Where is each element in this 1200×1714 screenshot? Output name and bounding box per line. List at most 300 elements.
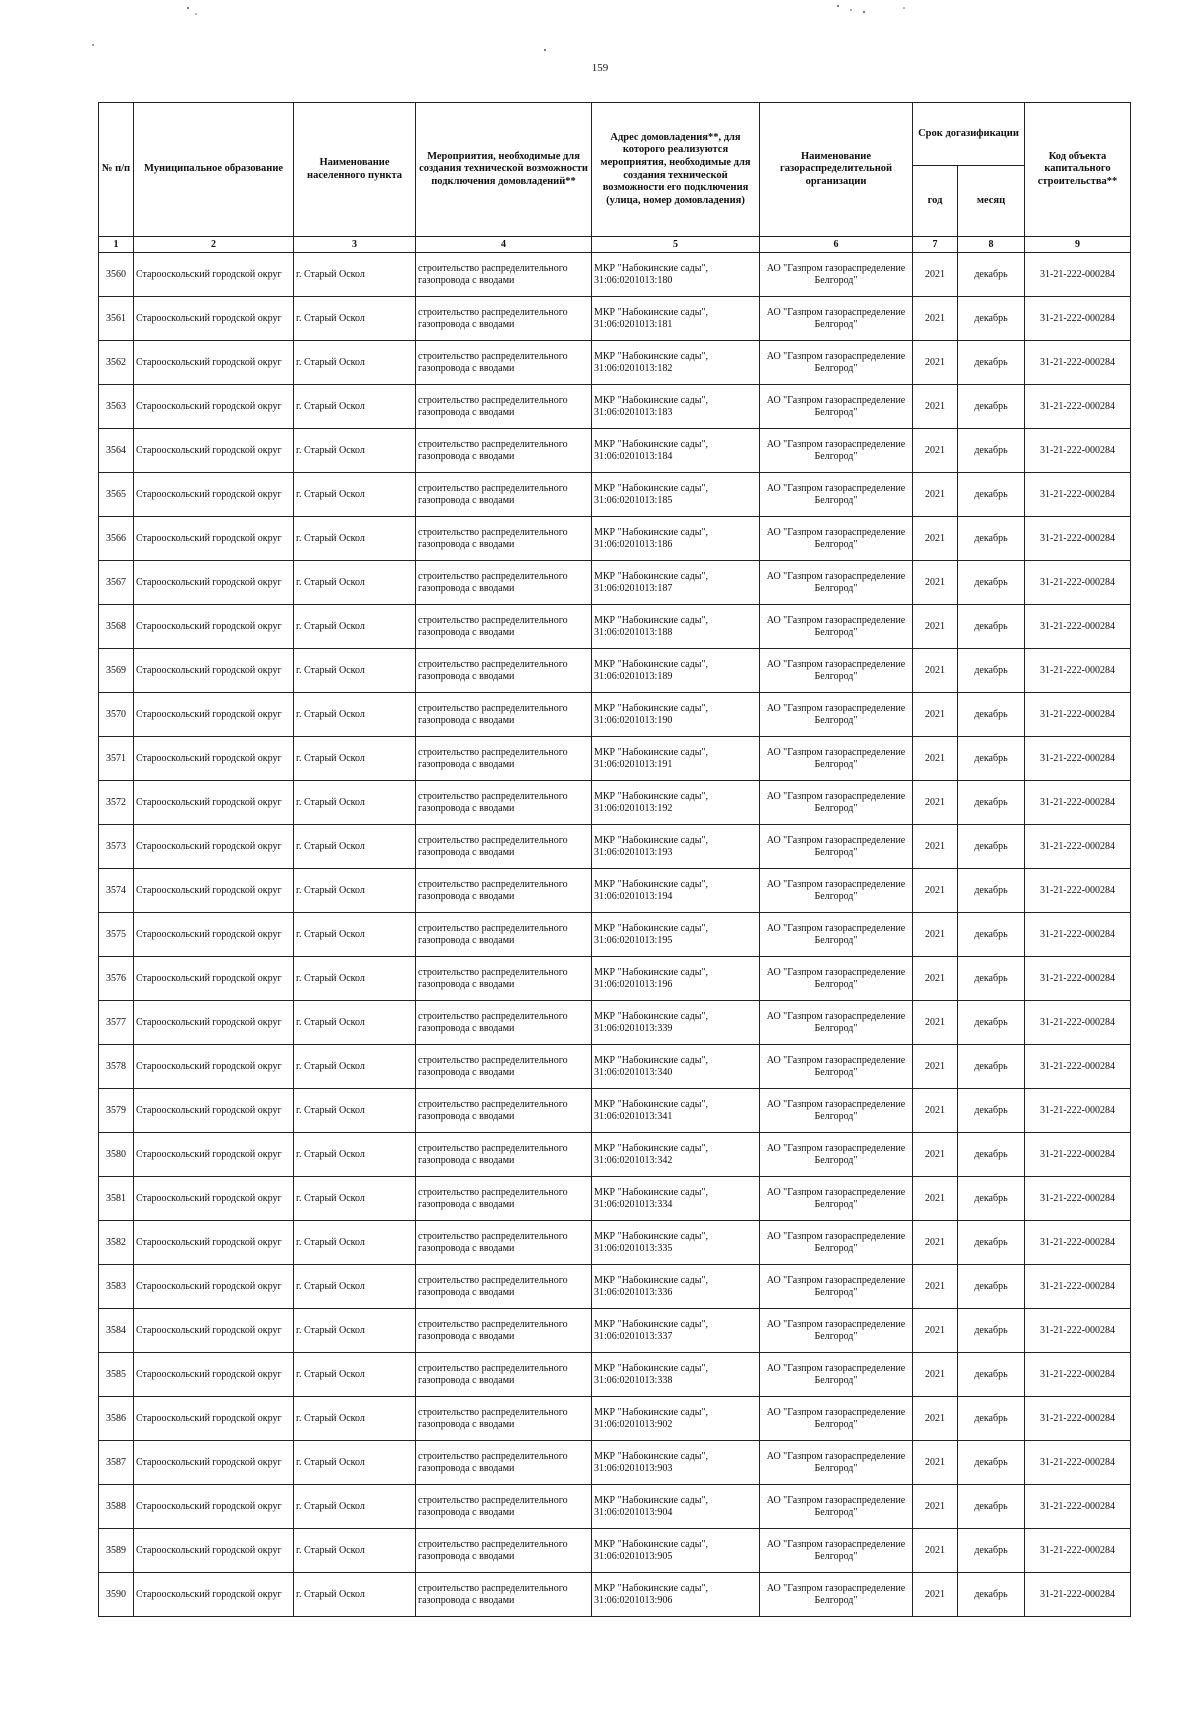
municipality-cell: Старооскольский городской округ (134, 781, 294, 825)
year-cell: 2021 (913, 825, 958, 869)
organization-cell: АО "Газпром газораспределение Белгород" (760, 429, 913, 473)
municipality-cell: Старооскольский городской округ (134, 1485, 294, 1529)
row-number: 3576 (99, 957, 134, 1001)
organization-cell: АО "Газпром газораспределение Белгород" (760, 1001, 913, 1045)
month-cell: декабрь (958, 869, 1025, 913)
month-cell: декабрь (958, 1441, 1025, 1485)
code-cell: 31-21-222-000284 (1025, 1353, 1131, 1397)
settlement-cell: г. Старый Оскол (294, 1133, 416, 1177)
organization-cell: АО "Газпром газораспределение Белгород" (760, 1045, 913, 1089)
municipality-cell: Старооскольский городской округ (134, 385, 294, 429)
month-cell: декабрь (958, 1089, 1025, 1133)
organization-cell: АО "Газпром газораспределение Белгород" (760, 605, 913, 649)
month-cell: декабрь (958, 781, 1025, 825)
year-cell: 2021 (913, 913, 958, 957)
year-cell: 2021 (913, 1397, 958, 1441)
month-cell: декабрь (958, 957, 1025, 1001)
column-number: 8 (958, 237, 1025, 253)
row-number: 3569 (99, 649, 134, 693)
address-cell: МКР "Набокинские сады", 31:06:0201013:342 (592, 1133, 760, 1177)
activity-cell: строительство распределительного газопровода с вводами (416, 1441, 592, 1485)
address-cell: МКР "Набокинские сады", 31:06:0201013:903 (592, 1441, 760, 1485)
organization-cell: АО "Газпром газораспределение Белгород" (760, 1485, 913, 1529)
municipality-cell: Старооскольский городской округ (134, 1529, 294, 1573)
activity-cell: строительство распределительного газопровода с вводами (416, 913, 592, 957)
address-cell: МКР "Набокинские сады", 31:06:0201013:905 (592, 1529, 760, 1573)
month-cell: декабрь (958, 1485, 1025, 1529)
code-cell: 31-21-222-000284 (1025, 1177, 1131, 1221)
month-cell: декабрь (958, 561, 1025, 605)
settlement-cell: г. Старый Оскол (294, 1045, 416, 1089)
activity-cell: строительство распределительного газопровода с вводами (416, 1573, 592, 1617)
gasification-table (98, 102, 1131, 1617)
organization-cell: АО "Газпром газораспределение Белгород" (760, 1441, 913, 1485)
month-cell: декабрь (958, 253, 1025, 297)
month-cell: декабрь (958, 605, 1025, 649)
address-cell: МКР "Набокинские сады", 31:06:0201013:904 (592, 1485, 760, 1529)
address-cell: МКР "Набокинские сады", 31:06:0201013:184 (592, 429, 760, 473)
row-number: 3589 (99, 1529, 134, 1573)
code-cell: 31-21-222-000284 (1025, 341, 1131, 385)
month-cell: декабрь (958, 1353, 1025, 1397)
table-row (99, 1485, 1131, 1529)
month-cell: декабрь (958, 825, 1025, 869)
activity-cell: строительство распределительного газопровода с вводами (416, 297, 592, 341)
address-cell: МКР "Набокинские сады", 31:06:0201013:336 (592, 1265, 760, 1309)
code-cell: 31-21-222-000284 (1025, 429, 1131, 473)
table-row (99, 1397, 1131, 1441)
activity-cell: строительство распределительного газопровода с вводами (416, 1133, 592, 1177)
code-cell: 31-21-222-000284 (1025, 1001, 1131, 1045)
table-row (99, 693, 1131, 737)
table-row (99, 1573, 1131, 1617)
code-cell: 31-21-222-000284 (1025, 737, 1131, 781)
settlement-cell: г. Старый Оскол (294, 1529, 416, 1573)
row-number: 3566 (99, 517, 134, 561)
row-number: 3580 (99, 1133, 134, 1177)
column-number: 1 (99, 237, 134, 253)
column-number: 6 (760, 237, 913, 253)
code-cell: 31-21-222-000284 (1025, 693, 1131, 737)
activity-cell: строительство распределительного газопровода с вводами (416, 1353, 592, 1397)
code-cell: 31-21-222-000284 (1025, 781, 1131, 825)
column-number: 4 (416, 237, 592, 253)
settlement-cell: г. Старый Оскол (294, 517, 416, 561)
address-cell: МКР "Набокинские сады", 31:06:0201013:187 (592, 561, 760, 605)
code-cell: 31-21-222-000284 (1025, 1309, 1131, 1353)
organization-cell: АО "Газпром газораспределение Белгород" (760, 1529, 913, 1573)
settlement-cell: г. Старый Оскол (294, 341, 416, 385)
row-number: 3574 (99, 869, 134, 913)
table-row (99, 1133, 1131, 1177)
code-cell: 31-21-222-000284 (1025, 1573, 1131, 1617)
organization-cell: АО "Газпром газораспределение Белгород" (760, 1133, 913, 1177)
municipality-cell: Старооскольский городской округ (134, 1001, 294, 1045)
year-cell: 2021 (913, 1001, 958, 1045)
municipality-cell: Старооскольский городской округ (134, 825, 294, 869)
year-cell: 2021 (913, 869, 958, 913)
settlement-cell: г. Старый Оскол (294, 957, 416, 1001)
municipality-cell: Старооскольский городской округ (134, 737, 294, 781)
activity-cell: строительство распределительного газопровода с вводами (416, 385, 592, 429)
month-cell: декабрь (958, 737, 1025, 781)
activity-cell: строительство распределительного газопровода с вводами (416, 737, 592, 781)
code-cell: 31-21-222-000284 (1025, 1441, 1131, 1485)
year-cell: 2021 (913, 957, 958, 1001)
activity-cell: строительство распределительного газопровода с вводами (416, 1309, 592, 1353)
table-row (99, 605, 1131, 649)
municipality-cell: Старооскольский городской округ (134, 429, 294, 473)
column-number: 2 (134, 237, 294, 253)
activity-cell: строительство распределительного газопровода с вводами (416, 957, 592, 1001)
municipality-cell: Старооскольский городской округ (134, 473, 294, 517)
year-cell: 2021 (913, 297, 958, 341)
settlement-cell: г. Старый Оскол (294, 913, 416, 957)
header-month: месяц (958, 166, 1025, 237)
activity-cell: строительство распределительного газопровода с вводами (416, 1221, 592, 1265)
address-cell: МКР "Набокинские сады", 31:06:0201013:189 (592, 649, 760, 693)
organization-cell: АО "Газпром газораспределение Белгород" (760, 385, 913, 429)
table-row (99, 781, 1131, 825)
address-cell: МКР "Набокинские сады", 31:06:0201013:341 (592, 1089, 760, 1133)
table-row (99, 1001, 1131, 1045)
row-number: 3570 (99, 693, 134, 737)
table-row (99, 385, 1131, 429)
settlement-cell: г. Старый Оскол (294, 1441, 416, 1485)
table-row (99, 1441, 1131, 1485)
organization-cell: АО "Газпром газораспределение Белгород" (760, 1397, 913, 1441)
table-row (99, 473, 1131, 517)
activity-cell: строительство распределительного газопровода с вводами (416, 649, 592, 693)
month-cell: декабрь (958, 1573, 1025, 1617)
table-row (99, 1265, 1131, 1309)
row-number: 3561 (99, 297, 134, 341)
organization-cell: АО "Газпром газораспределение Белгород" (760, 297, 913, 341)
year-cell: 2021 (913, 781, 958, 825)
settlement-cell: г. Старый Оскол (294, 605, 416, 649)
code-cell: 31-21-222-000284 (1025, 517, 1131, 561)
header-code: Код объекта капитального строительства** (1025, 103, 1131, 237)
address-cell: МКР "Набокинские сады", 31:06:0201013:196 (592, 957, 760, 1001)
organization-cell: АО "Газпром газораспределение Белгород" (760, 693, 913, 737)
organization-cell: АО "Газпром газораспределение Белгород" (760, 913, 913, 957)
activity-cell: строительство распределительного газопровода с вводами (416, 1397, 592, 1441)
municipality-cell: Старооскольский городской округ (134, 1221, 294, 1265)
organization-cell: АО "Газпром газораспределение Белгород" (760, 341, 913, 385)
address-cell: МКР "Набокинские сады", 31:06:0201013:182 (592, 341, 760, 385)
table-row (99, 737, 1131, 781)
table-row (99, 1529, 1131, 1573)
row-number: 3579 (99, 1089, 134, 1133)
row-number: 3572 (99, 781, 134, 825)
row-number: 3575 (99, 913, 134, 957)
code-cell: 31-21-222-000284 (1025, 825, 1131, 869)
table-row (99, 517, 1131, 561)
row-number: 3577 (99, 1001, 134, 1045)
municipality-cell: Старооскольский городской округ (134, 253, 294, 297)
activity-cell: строительство распределительного газопровода с вводами (416, 605, 592, 649)
settlement-cell: г. Старый Оскол (294, 429, 416, 473)
municipality-cell: Старооскольский городской округ (134, 649, 294, 693)
table-body (99, 253, 1131, 1617)
settlement-cell: г. Старый Оскол (294, 825, 416, 869)
row-number: 3562 (99, 341, 134, 385)
table-row (99, 825, 1131, 869)
code-cell: 31-21-222-000284 (1025, 1485, 1131, 1529)
code-cell: 31-21-222-000284 (1025, 1397, 1131, 1441)
table-row (99, 1221, 1131, 1265)
address-cell: МКР "Набокинские сады", 31:06:0201013:339 (592, 1001, 760, 1045)
settlement-cell: г. Старый Оскол (294, 561, 416, 605)
row-number: 3578 (99, 1045, 134, 1089)
address-cell: МКР "Набокинские сады", 31:06:0201013:194 (592, 869, 760, 913)
settlement-cell: г. Старый Оскол (294, 649, 416, 693)
address-cell: МКР "Набокинские сады", 31:06:0201013:191 (592, 737, 760, 781)
address-cell: МКР "Набокинские сады", 31:06:0201013:180 (592, 253, 760, 297)
organization-cell: АО "Газпром газораспределение Белгород" (760, 473, 913, 517)
year-cell: 2021 (913, 1573, 958, 1617)
code-cell: 31-21-222-000284 (1025, 297, 1131, 341)
year-cell: 2021 (913, 341, 958, 385)
header-municipality: Муниципальное образование (134, 103, 294, 237)
month-cell: декабрь (958, 913, 1025, 957)
settlement-cell: г. Старый Оскол (294, 1353, 416, 1397)
activity-cell: строительство распределительного газопровода с вводами (416, 693, 592, 737)
settlement-cell: г. Старый Оскол (294, 1573, 416, 1617)
municipality-cell: Старооскольский городской округ (134, 869, 294, 913)
row-number: 3585 (99, 1353, 134, 1397)
organization-cell: АО "Газпром газораспределение Белгород" (760, 1573, 913, 1617)
address-cell: МКР "Набокинские сады", 31:06:0201013:188 (592, 605, 760, 649)
municipality-cell: Старооскольский городской округ (134, 1045, 294, 1089)
settlement-cell: г. Старый Оскол (294, 1397, 416, 1441)
settlement-cell: г. Старый Оскол (294, 1221, 416, 1265)
column-number: 3 (294, 237, 416, 253)
table-row (99, 253, 1131, 297)
year-cell: 2021 (913, 737, 958, 781)
month-cell: декабрь (958, 1265, 1025, 1309)
header-num: № п/п (99, 103, 134, 237)
activity-cell: строительство распределительного газопровода с вводами (416, 1485, 592, 1529)
municipality-cell: Старооскольский городской округ (134, 1309, 294, 1353)
year-cell: 2021 (913, 561, 958, 605)
activity-cell: строительство распределительного газопровода с вводами (416, 781, 592, 825)
year-cell: 2021 (913, 1485, 958, 1529)
table-row (99, 1089, 1131, 1133)
month-cell: декабрь (958, 1045, 1025, 1089)
code-cell: 31-21-222-000284 (1025, 649, 1131, 693)
row-number: 3573 (99, 825, 134, 869)
table-row (99, 913, 1131, 957)
settlement-cell: г. Старый Оскол (294, 1177, 416, 1221)
address-cell: МКР "Набокинские сады", 31:06:0201013:181 (592, 297, 760, 341)
scan-specks (0, 0, 1200, 60)
month-cell: декабрь (958, 1397, 1025, 1441)
month-cell: декабрь (958, 297, 1025, 341)
municipality-cell: Старооскольский городской округ (134, 1177, 294, 1221)
address-cell: МКР "Набокинские сады", 31:06:0201013:186 (592, 517, 760, 561)
year-cell: 2021 (913, 649, 958, 693)
row-number: 3581 (99, 1177, 134, 1221)
organization-cell: АО "Газпром газораспределение Белгород" (760, 561, 913, 605)
year-cell: 2021 (913, 1133, 958, 1177)
year-cell: 2021 (913, 605, 958, 649)
municipality-cell: Старооскольский городской округ (134, 1353, 294, 1397)
month-cell: декабрь (958, 1529, 1025, 1573)
code-cell: 31-21-222-000284 (1025, 1221, 1131, 1265)
municipality-cell: Старооскольский городской округ (134, 1133, 294, 1177)
month-cell: декабрь (958, 1221, 1025, 1265)
settlement-cell: г. Старый Оскол (294, 781, 416, 825)
settlement-cell: г. Старый Оскол (294, 1089, 416, 1133)
year-cell: 2021 (913, 1529, 958, 1573)
month-cell: декабрь (958, 385, 1025, 429)
municipality-cell: Старооскольский городской округ (134, 1441, 294, 1485)
municipality-cell: Старооскольский городской округ (134, 913, 294, 957)
municipality-cell: Старооскольский городской округ (134, 561, 294, 605)
code-cell: 31-21-222-000284 (1025, 1045, 1131, 1089)
row-number: 3582 (99, 1221, 134, 1265)
row-number: 3571 (99, 737, 134, 781)
code-cell: 31-21-222-000284 (1025, 1265, 1131, 1309)
settlement-cell: г. Старый Оскол (294, 737, 416, 781)
activity-cell: строительство распределительного газопровода с вводами (416, 1001, 592, 1045)
row-number: 3584 (99, 1309, 134, 1353)
row-number: 3568 (99, 605, 134, 649)
year-cell: 2021 (913, 385, 958, 429)
row-number: 3588 (99, 1485, 134, 1529)
activity-cell: строительство распределительного газопровода с вводами (416, 825, 592, 869)
municipality-cell: Старооскольский городской округ (134, 1089, 294, 1133)
year-cell: 2021 (913, 1353, 958, 1397)
header-address: Адрес домовладения**, для которого реализуются мероприятия, необходимые для создания технической возможности его подключения (улица, номер домовладения) (592, 103, 760, 237)
settlement-cell: г. Старый Оскол (294, 1485, 416, 1529)
table-row (99, 649, 1131, 693)
activity-cell: строительство распределительного газопровода с вводами (416, 341, 592, 385)
code-cell: 31-21-222-000284 (1025, 253, 1131, 297)
activity-cell: строительство распределительного газопровода с вводами (416, 1265, 592, 1309)
table-row (99, 1353, 1131, 1397)
municipality-cell: Старооскольский городской округ (134, 341, 294, 385)
settlement-cell: г. Старый Оскол (294, 297, 416, 341)
activity-cell: строительство распределительного газопровода с вводами (416, 517, 592, 561)
month-cell: декабрь (958, 517, 1025, 561)
address-cell: МКР "Набокинские сады", 31:06:0201013:906 (592, 1573, 760, 1617)
municipality-cell: Старооскольский городской округ (134, 297, 294, 341)
year-cell: 2021 (913, 1089, 958, 1133)
organization-cell: АО "Газпром газораспределение Белгород" (760, 825, 913, 869)
settlement-cell: г. Старый Оскол (294, 473, 416, 517)
table-row (99, 869, 1131, 913)
organization-cell: АО "Газпром газораспределение Белгород" (760, 957, 913, 1001)
settlement-cell: г. Старый Оскол (294, 869, 416, 913)
table-row (99, 297, 1131, 341)
organization-cell: АО "Газпром газораспределение Белгород" (760, 737, 913, 781)
code-cell: 31-21-222-000284 (1025, 1133, 1131, 1177)
municipality-cell: Старооскольский городской округ (134, 1397, 294, 1441)
organization-cell: АО "Газпром газораспределение Белгород" (760, 649, 913, 693)
header-settlement: Наименование населенного пункта (294, 103, 416, 237)
year-cell: 2021 (913, 693, 958, 737)
settlement-cell: г. Старый Оскол (294, 253, 416, 297)
row-number: 3583 (99, 1265, 134, 1309)
row-number: 3560 (99, 253, 134, 297)
address-cell: МКР "Набокинские сады", 31:06:0201013:338 (592, 1353, 760, 1397)
organization-cell: АО "Газпром газораспределение Белгород" (760, 1265, 913, 1309)
municipality-cell: Старооскольский городской округ (134, 605, 294, 649)
organization-cell: АО "Газпром газораспределение Белгород" (760, 1353, 913, 1397)
year-cell: 2021 (913, 473, 958, 517)
code-cell: 31-21-222-000284 (1025, 605, 1131, 649)
row-number: 3565 (99, 473, 134, 517)
municipality-cell: Старооскольский городской округ (134, 1265, 294, 1309)
month-cell: декабрь (958, 1001, 1025, 1045)
column-number: 5 (592, 237, 760, 253)
settlement-cell: г. Старый Оскол (294, 1309, 416, 1353)
table-row (99, 1177, 1131, 1221)
activity-cell: строительство распределительного газопровода с вводами (416, 561, 592, 605)
settlement-cell: г. Старый Оскол (294, 1001, 416, 1045)
month-cell: декабрь (958, 341, 1025, 385)
code-cell: 31-21-222-000284 (1025, 913, 1131, 957)
address-cell: МКР "Набокинские сады", 31:06:0201013:335 (592, 1221, 760, 1265)
code-cell: 31-21-222-000284 (1025, 561, 1131, 605)
header-organization: Наименование газораспределительной организации (760, 103, 913, 237)
code-cell: 31-21-222-000284 (1025, 869, 1131, 913)
year-cell: 2021 (913, 1441, 958, 1485)
activity-cell: строительство распределительного газопровода с вводами (416, 1089, 592, 1133)
year-cell: 2021 (913, 1265, 958, 1309)
row-number: 3564 (99, 429, 134, 473)
organization-cell: АО "Газпром газораспределение Белгород" (760, 1089, 913, 1133)
address-cell: МКР "Набокинские сады", 31:06:0201013:902 (592, 1397, 760, 1441)
table-row (99, 429, 1131, 473)
settlement-cell: г. Старый Оскол (294, 1265, 416, 1309)
municipality-cell: Старооскольский городской округ (134, 517, 294, 561)
address-cell: МКР "Набокинские сады", 31:06:0201013:190 (592, 693, 760, 737)
year-cell: 2021 (913, 429, 958, 473)
organization-cell: АО "Газпром газораспределение Белгород" (760, 517, 913, 561)
page-number: 159 (591, 62, 609, 74)
organization-cell: АО "Газпром газораспределение Белгород" (760, 869, 913, 913)
month-cell: декабрь (958, 649, 1025, 693)
year-cell: 2021 (913, 1309, 958, 1353)
organization-cell: АО "Газпром газораспределение Белгород" (760, 253, 913, 297)
organization-cell: АО "Газпром газораспределение Белгород" (760, 1309, 913, 1353)
header-activity: Мероприятия, необходимые для создания технической возможности подключения домовладений** (416, 103, 592, 237)
organization-cell: АО "Газпром газораспределение Белгород" (760, 781, 913, 825)
code-cell: 31-21-222-000284 (1025, 957, 1131, 1001)
year-cell: 2021 (913, 253, 958, 297)
table-row (99, 341, 1131, 385)
row-number: 3563 (99, 385, 134, 429)
settlement-cell: г. Старый Оскол (294, 385, 416, 429)
year-cell: 2021 (913, 1045, 958, 1089)
municipality-cell: Старооскольский городской округ (134, 957, 294, 1001)
month-cell: декабрь (958, 1309, 1025, 1353)
month-cell: декабрь (958, 473, 1025, 517)
address-cell: МКР "Набокинские сады", 31:06:0201013:183 (592, 385, 760, 429)
address-cell: МКР "Набокинские сады", 31:06:0201013:340 (592, 1045, 760, 1089)
address-cell: МКР "Набокинские сады", 31:06:0201013:185 (592, 473, 760, 517)
row-number: 3587 (99, 1441, 134, 1485)
organization-cell: АО "Газпром газораспределение Белгород" (760, 1221, 913, 1265)
activity-cell: строительство распределительного газопровода с вводами (416, 1045, 592, 1089)
row-number: 3590 (99, 1573, 134, 1617)
code-cell: 31-21-222-000284 (1025, 385, 1131, 429)
activity-cell: строительство распределительного газопровода с вводами (416, 473, 592, 517)
row-number: 3567 (99, 561, 134, 605)
